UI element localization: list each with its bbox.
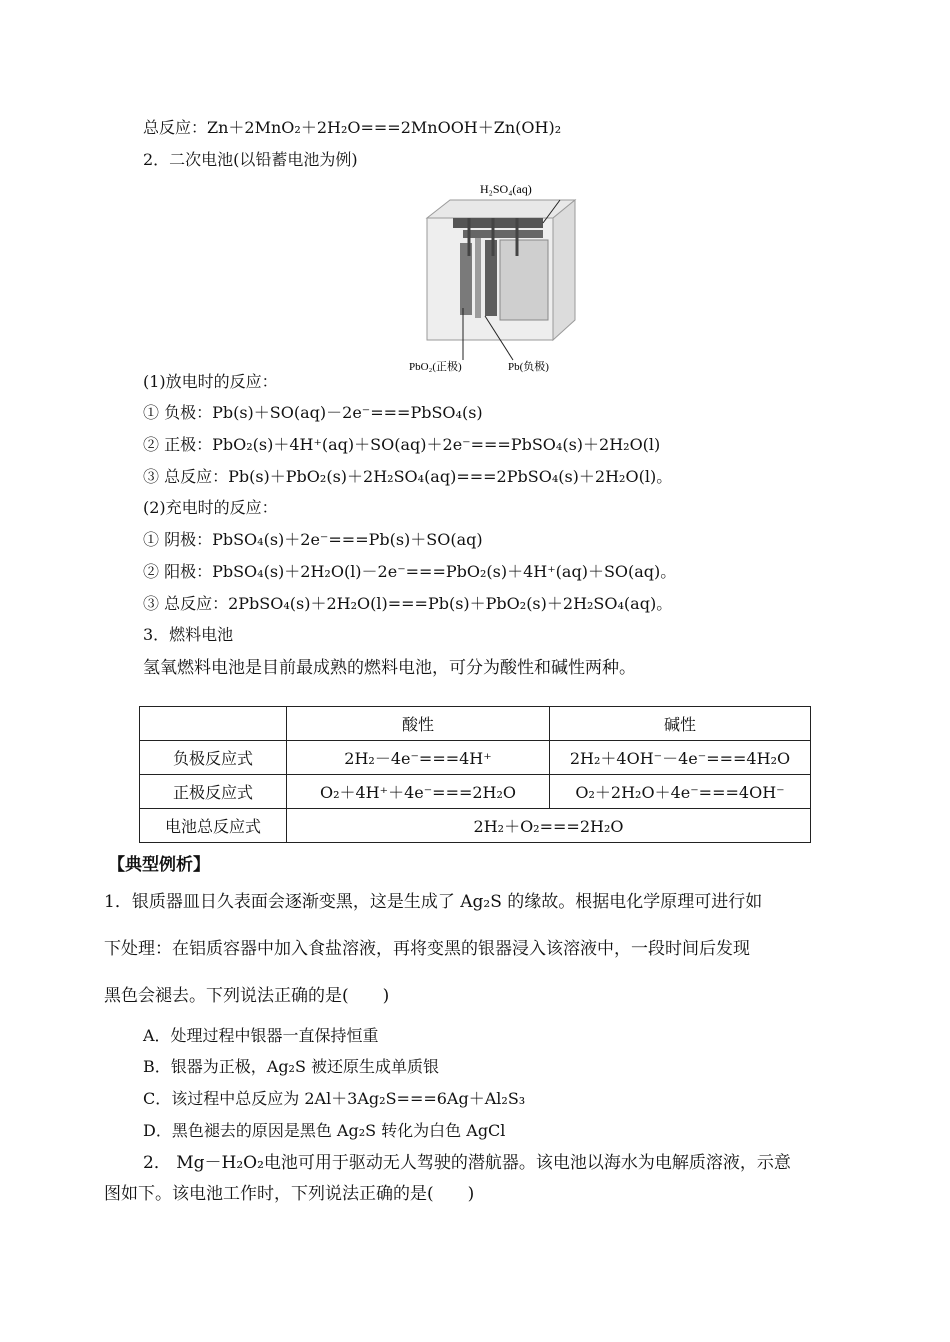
- table-cell: 2H₂＋O₂===2H₂O: [287, 809, 811, 843]
- examples-heading: 【典型例析】: [108, 855, 210, 875]
- table-row: [140, 809, 811, 843]
- cathode-label: PbO₂(正极): [409, 361, 462, 373]
- discharge-title: (1)放电时的反应：: [143, 372, 278, 391]
- fuel-cell-table: [139, 706, 811, 843]
- option-d: D．黑色褪去的原因是黑色 Ag₂S 转化为白色 AgCl: [143, 1121, 506, 1140]
- table-header-cell: [140, 707, 287, 741]
- question-1-line-3: 黑色会褪去。下列说法正确的是( ): [104, 986, 390, 1006]
- lead-acid-battery-figure: [405, 178, 595, 378]
- discharge-negative: ① 负极：Pb(s)＋SO(aq)－2e⁻===PbSO₄(s): [143, 403, 483, 422]
- question-2-line-1: 2． Mg－H₂O₂电池可用于驱动无人驾驶的潜航器。该电池以海水为电解质溶液，示意: [143, 1153, 791, 1173]
- table-cell: 2H₂－4e⁻===4H⁺: [287, 741, 550, 775]
- table-cell: O₂＋2H₂O＋4e⁻===4OH⁻: [550, 775, 811, 809]
- fuel-cell-title: 3．燃料电池: [143, 625, 234, 644]
- question-2-line-2: 图如下。该电池工作时，下列说法正确的是( ): [104, 1184, 475, 1204]
- option-b: B．银器为正极，Ag₂S 被还原生成单质银: [143, 1057, 440, 1076]
- table-row: [140, 775, 811, 809]
- option-c: C．该过程中总反应为 2Al＋3Ag₂S===6Ag＋Al₂S₃: [143, 1089, 526, 1108]
- electrolyte-label: H₂SO₄(aq): [480, 182, 532, 196]
- discharge-positive: ② 正极：PbO₂(s)＋4H⁺(aq)＋SO(aq)＋2e⁻===PbSO₄(s)＋2H₂O(l): [143, 435, 661, 454]
- table-row: [140, 741, 811, 775]
- section-title-secondary-battery: 2．二次电池(以铅蓄电池为例): [143, 150, 358, 169]
- row-label: 电池总反应式: [140, 809, 287, 843]
- question-1-line-2: 下处理：在铝质容器中加入食盐溶液，再将变黑的银器浸入该溶液中，一段时间后发现: [104, 939, 750, 959]
- fuel-cell-intro: 氢氧燃料电池是目前最成熟的燃料电池，可分为酸性和碱性两种。: [143, 658, 636, 678]
- table-header-cell: 碱性: [550, 707, 811, 741]
- charge-cathode: ① 阴极：PbSO₄(s)＋2e⁻===Pb(s)＋SO(aq): [143, 530, 483, 549]
- battery-diagram-icon: [405, 178, 595, 378]
- question-1-line-1: 1．银质器皿日久表面会逐渐变黑，这是生成了 Ag₂S 的缘故。根据电化学原理可进行如: [104, 892, 763, 912]
- discharge-total: ③ 总反应：Pb(s)＋PbO₂(s)＋2H₂SO₄(aq)===2PbSO₄(s)＋2H₂O(l)。: [143, 467, 673, 486]
- table-header-cell: 酸性: [287, 707, 550, 741]
- charge-total: ③ 总反应：2PbSO₄(s)＋2H₂O(l)===Pb(s)＋PbO₂(s)＋2H₂SO₄(aq)。: [143, 594, 673, 613]
- row-label: 负极反应式: [140, 741, 287, 775]
- table-header-row: [140, 707, 811, 741]
- option-a: A．处理过程中银器一直保持恒重: [143, 1026, 379, 1045]
- table-cell: 2H₂＋4OH⁻－4e⁻===4H₂O: [550, 741, 811, 775]
- total-reaction-line: 总反应：Zn＋2MnO₂＋2H₂O===2MnOOH＋Zn(OH)₂: [143, 118, 562, 137]
- row-label: 正极反应式: [140, 775, 287, 809]
- charge-title: (2)充电时的反应：: [143, 498, 278, 517]
- anode-label: Pb(负极): [508, 361, 549, 373]
- table-cell: O₂＋4H⁺＋4e⁻===2H₂O: [287, 775, 550, 809]
- charge-anode: ② 阳极：PbSO₄(s)＋2H₂O(l)－2e⁻===PbO₂(s)＋4H⁺(aq)＋SO(aq)。: [143, 562, 677, 581]
